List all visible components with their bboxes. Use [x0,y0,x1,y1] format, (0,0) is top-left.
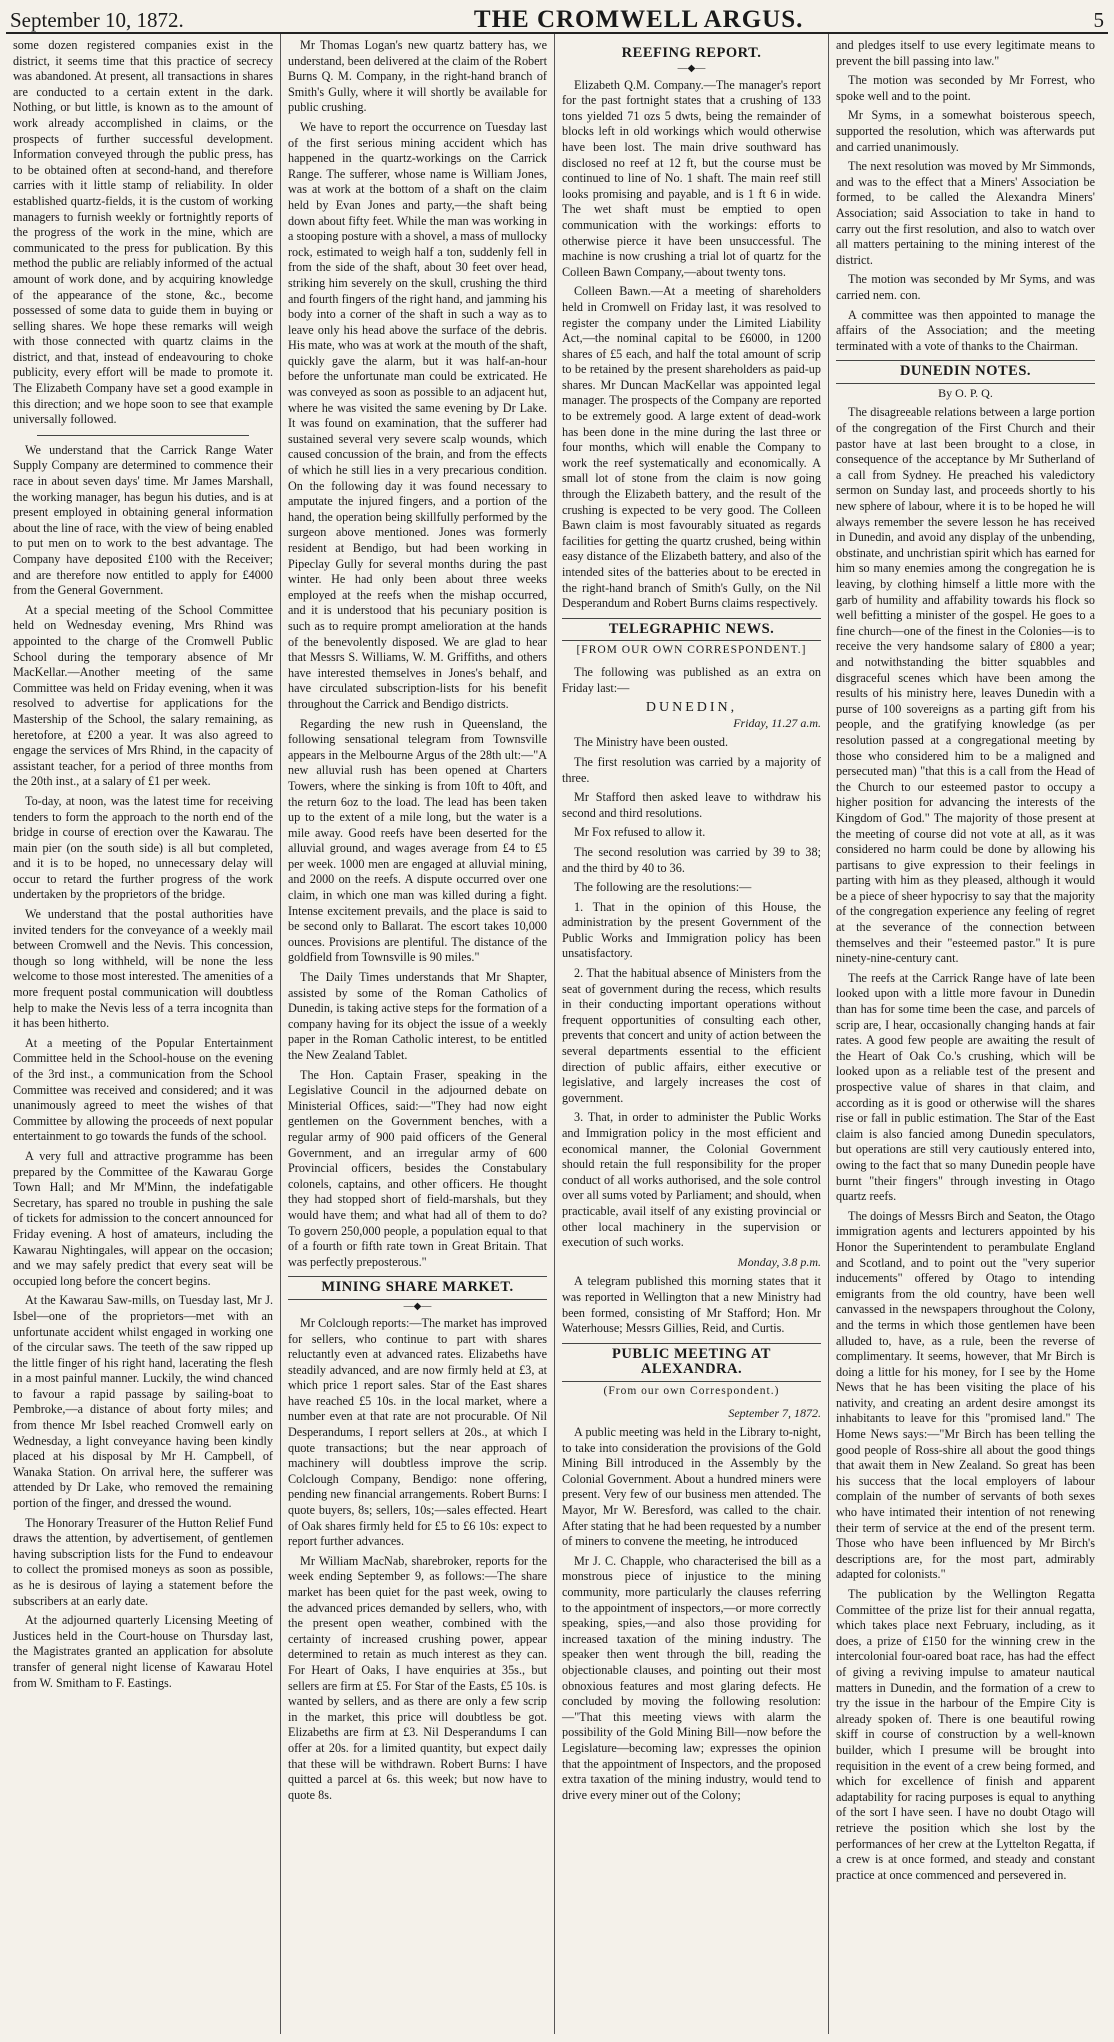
dateline-place: DUNEDIN, [645,700,738,716]
mining-share-market-heading: MINING SHARE MARKET. [288,1276,547,1300]
paragraph: The first resolution was carried by a majority of three. [562,754,821,785]
paragraph: To-day, at noon, was the latest time for receiving tenders to form the approach to the north end of the bridge in course of erection over the Kawarau. The main pier (on the south side) is all but completed, and it is to be hoped, no unnecessary delay will occur to retard the further progress of the work undertaken by the proprietors of the bridge. [13,793,273,902]
paragraph: At a special meeting of the School Committee held on Wednesday evening, Mrs Rhind was appointed to the charge of the Cromwell Public School during the temporary absence of Mr MacKellar.—Another meeting of the same Committee was held on Friday evening, when it was resolved to advertise for applications for the Mastership of the School, the salary remaining, as heretofore, at £200 a year. It was also agreed to engage the services of Mrs Rhind, in the capacity of assistant teacher, for a period of three months from the 20th inst., at a salary of £1 per week. [13,602,273,789]
paragraph: The Honorary Treasurer of the Hutton Relief Fund draws the attention, by advertisement, of gentlemen having subscription lists for the Fund to endeavour to collect the promised moneys as soon as possible, as he is desirous of laying a statement before the subscribers at an early date. [13,1515,273,1608]
paragraph: Regarding the new rush in Queensland, the following sensational telegram from Townsville appears in the Melbourne Argus of the 28th ult:—"A new alluvial rush has been opened at Charters Towers, where the sinking is from 10ft to 40ft, and the return 6oz to the load. The lead has been taken up to the extent of a mile long, but the water is a mile away. Good reefs have been deserted for the alluvial ground, and wages average from £4 to £5 per week. 1000 men are engaged at alluvial mining, and 2000 on the reefs. A dispute occurred over one claim, in which one man was killed during a fight. Intense excitement prevails, and the place is said to be second only to Ballarat. The escort takes 10,000 ounces. Provisions are plentiful. The distance of the goldfield from Townsville is 90 miles." [288,716,547,965]
telegraphic-news-heading: TELEGRAPHIC NEWS. [562,618,821,642]
paragraph: Mr Stafford then asked leave to withdraw his second and third resolutions. [562,790,821,820]
paragraph: Colleen Bawn.—At a meeting of shareholders held in Cromwell on Friday last, it was resolved to register the company under the Limited Liability Act,—the nominal capital to be £6000, in 1200 shares of £5 each, and half the total amount of scrip to be retained by the present shareholders as paid-up shares. Mr Duncan MacKellar was appointed legal manager. The prospects of the Company are reported to be extremely good. A large extent of dead-work has been done in the mine during the last three or four months, which will enable the Company to work the reef systematically and economically. A small lot of stone from the claim is now going through the Elizabeth battery, and the result of the crushing is expected to be very good. The Colleen Bawn claim is most favourably situated as regards facilities for getting the quartz crushed, being within easy distance of the Elizabeth battery, and also of the intended sites of the batteries about to be erected in the right-hand branch of Smith's Gully, on the Nil Desperandum and Robert Burns claims respectively. [562,284,821,611]
paragraph: Mr Colclough reports:—The market has improved for sellers, who continue to part with shares reluctantly even at advanced rates. Elizabeths have steadily advanced, and are now firmly held at £3, at which price 1 report sales. Star of the East shares have reached £5 10s. in the local market, where a number even at that rate are not procurable. Of Nil Desperandums, I report sellers at 20s., at which I quote transactions; but the near approach of machinery will doubtless improve the scrip. Colclough Company, Bendigo: none offering, pending new financial arrangements. Robert Burns: I quote buyers, 8s; sellers, 10s;—sales effected. Heart of Oak shares firmly held for £5 to £6 10s: expect to report further advances. [288,1315,547,1549]
paragraph: The motion was seconded by Mr Syms, and was carried nem. con. [836,272,1095,302]
paragraph: The reefs at the Carrick Range have of late been looked upon with a little more favour in Dunedin than has for some time been the case, and parcels of scrip are, I hear, occasionally changing hands at fair rates. A good few people are awaiting the result of the Heart of Oak Co.'s crushing, which will be looked upon as a reliable test of the present and prospective value of shares in that claim, and according as it is good or otherwise will the shares rise or fall in public estimation. The Star of the East claim is also fancied among Dunedin speculators, but operations are still very cautiously entered into, owing to the fact that so many Dunedin people have burnt "their fingers" through investing in Otago quartz reefs. [836,970,1095,1204]
paragraph: Mr J. C. Chapple, who characterised the bill as a monstrous piece of injustice to the mining community, more particularly the clauses referring to the appointment of inspectors,—or more correctly speaking, spies,—and also those providing for increased taxation of the mining industry. The speaker then went through the bill, reading the objectionable clauses, and pointing out their most obnoxious features and most glaring defects. He concluded by moving the following resolution:—"That this meeting views with alarm the possibility of the Gold Mining Bill—now before the Legislature—becoming law; expresses the opinion that the appointment of Inspectors, and the proposed extra taxation of the mining industry, would tend to drive every miner out of the Colony; [562,1553,821,1802]
page-number: 5 [1093,8,1104,32]
ornament-divider: —◆— [677,62,706,74]
paragraph: A very full and attractive programme has been prepared by the Committee of the Kawarau Gorge Town Hall; and Mr M'Minn, the indefatigable Secretary, has spared no trouble in pushing the sale of tickets for admission to the concert announced for Friday evening. A host of amateurs, including the Kawarau Nightingales, will appear on the occasion; and we may safely predict that every seat will be occupied long before the concert begins. [13,1148,273,1288]
paragraph: 2. That the habitual absence of Ministers from the seat of government during the recess, which results in their conducting important operations without frequent opportunities of consulting each other, prevents that concert and unity of action between the several departments essential to the efficient direction of public affairs, either executive or legislative, and largely increases the cost of government. [562,966,821,1105]
dateline-time: Monday, 3.8 p.m. [737,1254,821,1269]
newspaper-title: THE CROMWELL ARGUS. [473,6,804,33]
paragraph: A telegram published this morning states that it was reported in Wellington that a new Ministry had been formed, consisting of Mr Stafford; Hon. Mr Waterhouse; Messrs Gillies, Reid, and Curtis. [562,1274,821,1336]
byline: By O. P. Q. [938,385,993,400]
paragraph: Mr Thomas Logan's new quartz battery has, we understand, been delivered at the claim of the Robert Burns Q. M. Company, in the right-hand branch of Smith's Gully, where it will shortly be available for public crushing. [288,38,547,115]
column-2 [280,34,554,2034]
paragraph: The Daily Times understands that Mr Shapter, assisted by some of the Roman Catholics of Dunedin, is taking active steps for the formation of a company having for its object the issue of a weekly paper in the Roman Catholic interest, to be entitled the New Zealand Tablet. [288,970,547,1062]
dateline-date: September 7, 1872. [728,1405,821,1420]
paragraph: The following was published as an extra on Friday last:— [562,664,821,695]
paragraph: A committee was then appointed to manage the affairs of the Association; and the meeting terminated with a vote of thanks to the Chairman. [836,307,1095,353]
paragraph: The motion was seconded by Mr Forrest, who spoke well and to the point. [836,73,1095,103]
paragraph: some dozen registered companies exist in the district, it seems time that this practice of secrecy was abandoned. At present, all transactions in shares are conducted to a certain extent in the dark. Nothing, or but little, is known as to the amount of work already accomplished in claims, or the prospects of further successful development. Information conveyed through the public press, has to be obtained often at second-hand, and therefore carries with it little stamp of reliability. In older established quartz-fields, it is the custom of working managers to furnish weekly or fortnightly reports of the progress of the work in the mine, which are communicated to the press for publication. By this method the public are reliably informed of the actual amount of work done, and by acquiring knowledge of the appearance of the stone, &c., become possessed of some data to guide them in buying or selling shares. We hope these remarks will weigh with those connected with quartz claims in the district, and that, instead of endeavouring to choke publicity, every effort will be made to promote it. The Elizabeth Company have set a good example in this direction; and we hope soon to see that example universally followed. [13,38,273,427]
masthead [6,0,1108,34]
paragraph: The doings of Messrs Birch and Seaton, the Otago immigration agents and lecturers appointed by his Honor the Superintendent to perambulate England and Scotland, and to point out the "very superior inducements" offered by Otago to intending emigrants from the old country, have been well canvassed in the newspapers throughout the Colony, and the terms in which those gentlemen have been alluded to, have, as a rule, been the reverse of complimentary. It seems, however, that Mr Birch is doing a little for his money, for I see by the Home News that he has been visiting the place of his nativity, and creating an ardent desire amongst its inhabitants to leave for this "promised land." The Home News says:—"Mr Birch has been telling the good people of Ross-shire all about the good things that await them in New Zealand. So great has been his success that the local employers of labour complain of the number of servants of both sexes who have intimated their intention of not renewing their term of service at the end of the present term. Those who have been influenced by Mr Birch's descriptions are, for the most part, admirably adapted for colonists." [836,1208,1095,1582]
correspondent-note: (From our own Correspondent.) [603,1384,780,1397]
paragraph: The second resolution was carried by 39 to 38; and the third by 40 to 36. [562,844,821,875]
column-3 [554,34,828,2034]
paragraph: The following are the resolutions:— [574,880,752,895]
paragraph: Mr Syms, in a somewhat boisterous speech, supported the resolution, which was afterwards put and carried unanimously. [836,108,1095,154]
columns [6,34,1108,2034]
column-4 [828,34,1102,2034]
paragraph: We understand that the postal authorities have invited tenders for the conveyance of a weekly mail between Cromwell and the Nevis. This concession, though so long withheld, will be none the less welcome to those most interested. The amenities of a more frequent postal communication will doubtless help to make the Nevis less of a terra incognita than it has been hitherto. [13,907,273,1031]
paragraph: At a meeting of the Popular Entertainment Committee held in the School-house on the evening of the 3rd inst., a communication from the School Committee was received and considered; and it was unanimously agreed to meet the wishes of that Committee by allowing the proceeds of next popular entertainment to go towards the funds of the school. [13,1035,273,1144]
paragraph: We have to report the occurrence on Tuesday last of the first serious mining accident which has happened in the quartz-workings on the Carrick Range. The sufferer, whose name is William Jones, was at work at the bottom of a shaft on the claim held by Evan Jones and party,—the shaft being down about fifty feet. While the man was working in a stooping posture with a shovel, a mass of mullocky rock, estimated to weigh half a ton, suddenly fell in from the side of the shaft, about 30 feet over head, striking him severely on the skull, crushing the third and fourth fingers of the right hand, and jamming his body into a corner of the shaft in such a way as to leave only his head above the surface of the debris. His mate, who was at work at the mouth of the shaft, quickly gave the alarm, but it was half-an-hour before the unfortunate man could be extricated. He was conveyed as soon as possible to an adjacent hut, where he was visited the same evening by Dr Lake. It was found on examination, that the sufferer had sustained several very severe scalp wounds, which caused concussion of the brain, and from the effects of which he still lies in a very precarious condition. On the following day it was found necessary to amputate the injured fingers, and a portion of the hand, the operation being skillfully performed by the surgeon above mentioned. Jones was formerly resident at Bendigo, but had been working in Pipeclay Gully for several months during the past winter. He had only been about three weeks employed at the reefs when the mishap occurred, and it is understood that his pecuniary position is such as to require prompt amelioration at the hands of the benevolently disposed. We are glad to hear that Messrs S. Williams, W. M. Griffiths, and others have interested themselves in Jones's behalf, and have circulated subscription-lists for his benefit throughout the Carrick and Bendigo districts. [288,119,547,711]
dateline-time: Friday, 11.27 a.m. [733,715,821,730]
correspondent-note: [FROM OUR OWN CORRESPONDENT.] [576,644,807,657]
paragraph: The next resolution was moved by Mr Simmonds, and was to the effect that a Miners' Association be formed, to be called the Alexandra Miners' Association; said Association to take in hand to carry out the first resolution, and also to watch over all matters pertaining to the mining interest of the district. [836,159,1095,267]
paragraph: The disagreeable relations between a large portion of the congregation of the First Church and their pastor have at last been brought to a close, in consequence of the acceptance by Mr Sutherland of a call from Sydney. He preached his valedictory sermon on Sunday last, and proceeds shortly to his new sphere of labour, where it is to be hoped he will always remember the severe lesson he has received in Dunedin, and avoid any display of the unbending, obstinate, and unchristian spirit which has earned for him so many enemies among the congregation he is leaving, by clothing himself a little more with the garb of humility and affability towards his flock so well befitting a minister of the gospel. He goes to a fine church—one of the finest in the Colonies—is to receive the very handsome salary of £800 a year; and notwithstanding the bitter squabbles and disgraceful scenes which have been among the results of his ministry here, leaves Dunedin with a purse of 100 sovereigns as a parting gift from his people, and the gratifying knowledge (as per resolution passed at a congregational meeting by those who considered him to be a maligned and persecuted man) "that this is a call from the Head of the Church to our esteemed pastor to occupy a higher position for advancing the interests of the Kingdom of God." The majority of those present at the meeting of course did not vote at all, as it was considered no harm could be done by allowing his partisans to give expression to their feelings in parting with him as they pleased, although it would be a piece of sheer hypocrisy to say that the majority of the congregation experience any feeling of regret at the severance of the connection between themselves and their "esteemed pastor." It is pure ninety-nine-century cant. [836,405,1095,966]
paragraph: At the Kawarau Saw-mills, on Tuesday last, Mr J. Isbel—one of the proprietors—met with an unfortunate accident whilst engaged in working one of the circular saws. The teeth of the saw ripped up the little finger of his right hand, lacerating the flesh in a most painful manner. Luckily, the wind chanced to favour a rapid passage by sailing-boat to Pembroke,—a distance of about forty miles; and from thence Mr Isbel reached Cromwell early on Wednesday, a light conveyance having been kindly placed at his disposal by Mr H. Campbell, of Wanaka Station. On arrival here, the sufferer was attended by Dr Lake, who removed the remaining portion of the finger, and dressed the wound. [13,1293,273,1511]
ornament-divider: —◆— [403,1300,432,1312]
paragraph: Mr Fox refused to allow it. [574,825,706,840]
dunedin-notes-heading: DUNEDIN NOTES. [836,360,1095,384]
paragraph: A public meeting was held in the Library to-night, to take into consideration the provisions of the Gold Mining Bill introduced in the Assembly by the Colonial Government. About a hundred miners were present. Very few of our business men attended. The Mayor, Mr W. Beresford, was called to the chair. After stating that he had been requested by a number of miners to convene the meeting, he introduced [562,1425,821,1549]
public-meeting-heading: PUBLIC MEETING AT ALEXANDRA. [562,1343,821,1382]
paragraph: Mr William MacNab, sharebroker, reports for the week ending September 9, as follows:—The share market has been quiet for the past week, owing to the advanced prices demanded by sellers, who, with the present open weather, combined with the certainty of increased crushing power, appear determined to retain as much interest as they can. For Heart of Oaks, I have enquiries at 35s., but sellers are firm at £5. For Star of the Easts, £5 10s. is wanted by sellers, and as there are only a few scrip in the market, this price will doubtless be got. Elizabeths are firm at £3. Nil Desperandums I can offer at 20s. for a limited quantity, but expect daily that these will be withdrawn. Robert Burns: I have quitted a parcel at 6s. this week; but now have to quote 8s. [288,1553,547,1802]
paragraph: Elizabeth Q.M. Company.—The manager's report for the past fortnight states that a crushing of 133 tons yielded 71 ozs 5 dwts, being the remainder of blocks left in old workings which would otherwise have been lost. The main drive southward has disclosed no reef at 12 ft, but the course must be continued to line of No. 1 shaft. The main reef still looks promising and payable, and is 1 ft 6 in wide. The wet shaft must be emptied to open communication with the workings: efforts to otherwise pierce it have been unsuccessful. The machine is now crushing a trial lot of quartz for the Colleen Bawn Company,—about twenty tons. [562,77,821,279]
reefing-report-heading: REEFING REPORT. [621,45,762,61]
issue-date: September 10, 1872. [10,8,184,32]
paragraph: At the adjourned quarterly Licensing Meeting of Justices held in the Court-house on Thursday last, the Magistrates granted an application for absolute transfer of general night license of Kawarau Hotel from W. Smitham to F. Eastings. [13,1613,273,1690]
paragraph: 3. That, in order to administer the Public Works and Immigration policy in the most efficient and economical manner, the Colonial Government should retain the full responsibility for the proper conduct of all works authorised, and the sole control over all sums voted by Parliament; and should, when practicable, avail itself of any existing provincial or other local machinery in the supervision or execution of such works. [562,1110,821,1250]
paragraph: and pledges itself to use every legitimate means to prevent the bill passing into law." [836,38,1095,68]
paragraph: The Ministry have been ousted. [574,735,728,750]
paragraph: The Hon. Captain Fraser, speaking in the Legislative Council in the adjourned debate on Ministerial Offices, said:—"They had now eight gentlemen on the Government benches, with a regular army of 900 paid officers of the General Government, and an irregular army of 600 Provincial officers, besides the Constabulary colonels, captains, and other officers. He thought they had stopped short of field-marshals, but they would have them; and what had all of them to do? To govern 250,000 people, a population equal to that of a fourth or fifth rate town in Great Britain. That was perfectly preposterous." [288,1067,547,1269]
paragraph: We understand that the Carrick Range Water Supply Company are determined to commence their race in about seven days' time. Mr James Marshall, the working manager, has begun his duties, and is at present employed in obtaining general information about the line of race, with the view of being enabled to put men on to work to the best advantage. The Company have deposited £100 with the Receiver; and are therefore now entitled to apply for £4000 from the General Government. [13,442,273,598]
paragraph: 1. That in the opinion of this House, the administration by the present Government of the Public Works and Immigration policy has been unsatisfactory. [562,899,821,961]
paragraph: The publication by the Wellington Regatta Committee of the prize list for their annual regatta, which takes place next February, including, as it does, a prize of £150 for the winning crew in the intercolonial four-oared boat race, has had the effect of giving a reviving impulse to amateur nautical matters in Dunedin, and the formation of a crew to try the issue in the harbour of the Empire City is already spoken of. There is one beautiful rowing skiff in course of construction by a well-known builder, which I presume will be brought into requisition in the event of a crew being formed, and which for excellence of finish and apparent adaptability for racing purposes is equal to anything of the sort I have seen. I have no doubt Otago will retrieve the position which she lost by the performances of her crew at the Lyttelton Regatta, if a crew is at once formed, and steady and constant practice at once commenced and persevered in. [836,1587,1095,1882]
divider [37,435,249,436]
column-1 [6,34,280,2034]
